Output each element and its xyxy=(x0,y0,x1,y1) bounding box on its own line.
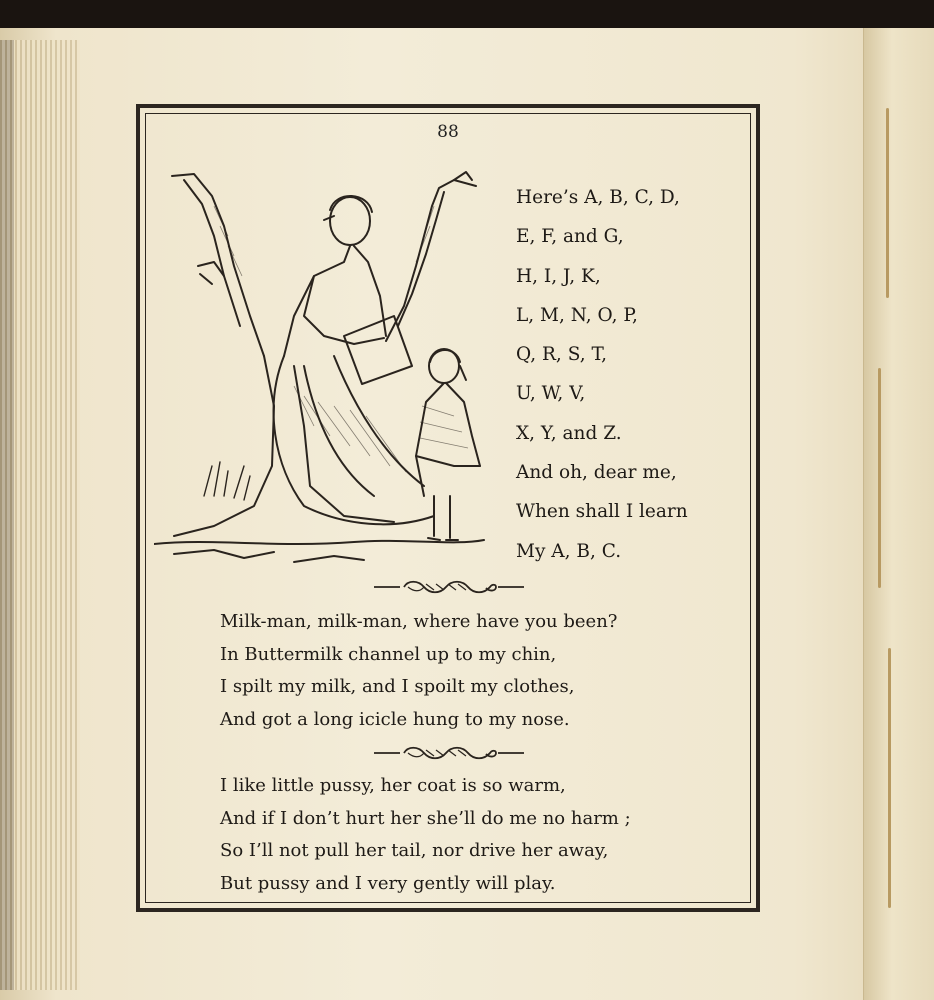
verse-line: Milk-man, milk-man, where have you been? xyxy=(220,611,618,632)
verse-line: In Buttermilk channel up to my chin, xyxy=(220,643,557,665)
ornamental-divider xyxy=(374,744,524,762)
page-frame xyxy=(136,104,760,912)
verse-milkman xyxy=(220,606,617,736)
verse-line: But pussy and I very gently will play. xyxy=(220,872,556,894)
page-tear xyxy=(888,648,891,908)
verse-line: E, F, and G, xyxy=(516,226,624,248)
verse-line: I spilt my milk, and I spoilt my clothes, xyxy=(220,676,575,697)
verse-line: And if I don’t hurt her she’ll do me no harm ; xyxy=(220,807,631,829)
verse-line: H, I, J, K, xyxy=(516,265,601,287)
verse-line: So I’ll not pull her tail, nor drive her away, xyxy=(220,840,609,861)
verse-line: My A, B, C. xyxy=(516,540,622,562)
verse-line: When shall I learn xyxy=(516,501,688,523)
verse-line: Q, R, S, T, xyxy=(516,344,607,366)
verse-line: Here’s A, B, C, D, xyxy=(516,187,680,208)
verse-line: And oh, dear me, xyxy=(516,462,677,484)
page-tear xyxy=(878,368,881,588)
verse-line: And got a long icicle hung to my nose. xyxy=(220,708,570,730)
engraving-mother-and-child-illustration xyxy=(154,166,499,566)
verse-line: L, M, N, O, P, xyxy=(516,304,638,326)
ornamental-divider xyxy=(374,578,524,596)
page-tear xyxy=(886,108,889,298)
verse-line: I like little pussy, her coat is so warm, xyxy=(220,775,566,796)
page-edges xyxy=(0,40,80,990)
facing-page-edge xyxy=(863,28,934,1000)
verse-pussy xyxy=(220,770,631,900)
verse-alphabet xyxy=(516,178,688,571)
page-number: 88 xyxy=(437,122,459,142)
verse-line: X, Y, and Z. xyxy=(516,422,622,444)
verse-line: U, W, V, xyxy=(516,383,586,405)
